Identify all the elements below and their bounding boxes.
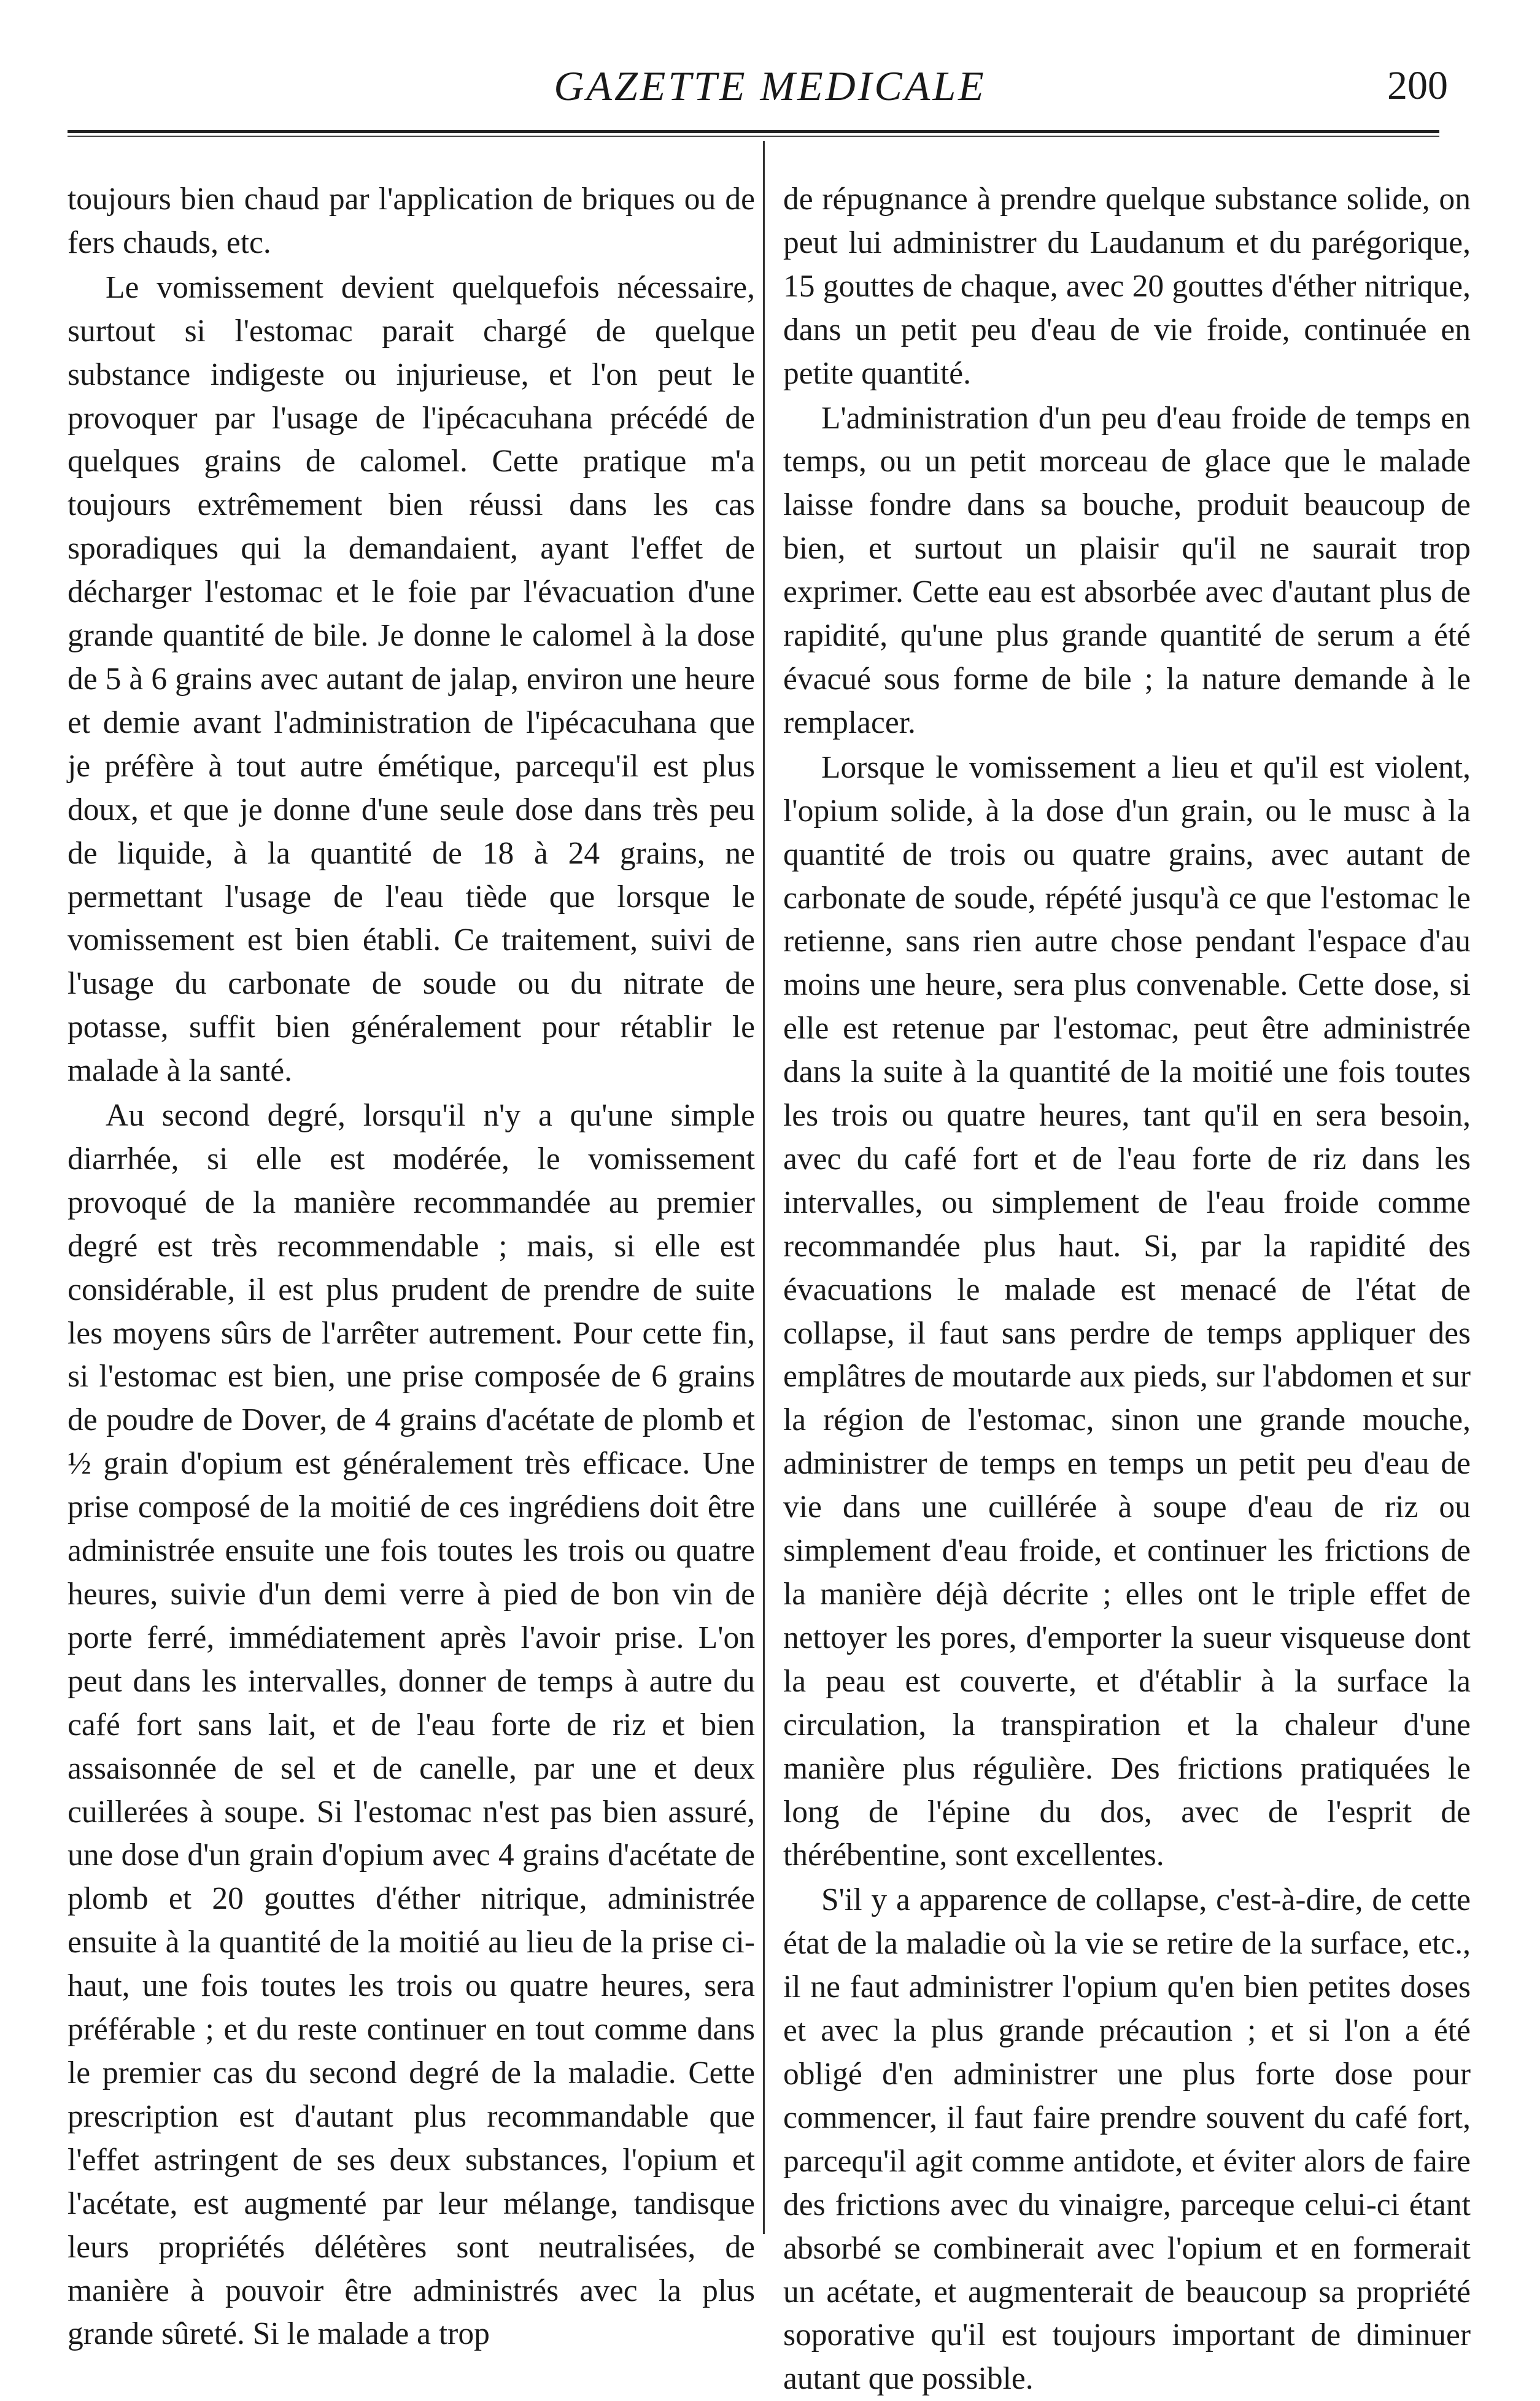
journal-title: GAZETTE MEDICALE <box>554 63 986 109</box>
page-header <box>0 58 1540 120</box>
paragraph: toujours bien chaud par l'application de briques ou de fers chauds, etc. <box>68 182 755 260</box>
paragraph: L'administration d'un peu d'eau froide de temps en temps, ou un petit morceau de glace que le malade laisse fondre dans sa bouche, produit beaucoup de bien, et surtout un plaisir qu'il ne saurait trop exprimer. Cette eau est absorbée avec d'autant plus de rapidité, qu'une plus grande quantité de serum a été évacué sous forme de bile ; la nature demande à le remplacer. <box>783 400 1471 740</box>
paragraph: Au second degré, lorsqu'il n'y a qu'une simple diarrhée, si elle est modérée, le vomissement provoqué de la manière recommandée au premier degré est très recommendable ; mais, si elle est considérable, il est plus prudent de prendre de suite les moyens sûrs de l'arrêter autrement. Pour cette fin, si l'estomac est bien, une prise composée de 6 grains de poudre de Dover, de 4 grains d'acétate de plomb et ½ grain d'opium est généralement très efficace. Une prise composé de la moitié de ces ingrédiens doit être administrée ensuite une fois toutes les trois ou quatre heures, suivie d'un demi verre à pied de bon vin de porte ferré, immédiatement après l'avoir prise. L'on peut dans les intervalles, donner de temps à autre du café fort sans lait, et de l'eau forte de riz et bien assaisonnée de sel et de canelle, par une et deux cuillerées à soupe. Si l'estomac n'est pas bien assuré, une dose d'un grain d'opium avec 4 grains d'acétate de plomb et 20 gouttes d'éther nitrique, administrée ensuite à la quantité de la moitié au lieu de la prise ci-haut, une fois toutes les trois ou quatre heures, sera préférable ; et du reste continuer en tout comme dans le premier cas du second degré de la maladie. Cette prescription est d'autant plus recommandable que l'effet astringent de ses deux substances, l'opium et l'acétate, est augmenté par leur mélange, tandisque leurs propriétés délétères sont neutralisées, de manière à pouvoir être administrés avec la plus grande sûreté. Si le malade a trop <box>68 1098 755 2352</box>
header-rule <box>68 130 1439 137</box>
paragraph: Le vomissement devient quelquefois nécessaire, surtout si l'estomac parait chargé de quelque substance indigeste ou injurieuse, et l'on peut le provoquer par l'usage de l'ipécacuhana précédé de quelques grains de calomel. Cette pratique m'a toujours extrêmement bien réussi dans les cas sporadiques qui la demandaient, ayant l'effet de décharger l'estomac et le foie par l'évacuation d'une grande quantité de bile. Je donne le calomel à la dose de 5 à 6 grains avec autant de jalap, environ une heure et demie avant l'administration de l'ipécacuhana que je préfère à tout autre émétique, parcequ'il est plus doux, et que je donne d'une seule dose dans très peu de liquide, à la quantité de 18 à 24 grains, ne permettant l'usage de l'eau tiède que lorsque le vomissement est bien établi. Ce traitement, suivi de l'usage du carbonate de soude ou du nitrate de potasse, suffit bien généralement pour rétablir le malade à la santé. <box>68 269 755 1089</box>
column-divider <box>763 141 765 2234</box>
paragraph: de répugnance à prendre quelque substance solide, on peut lui administrer du Laudanum et du parégorique, 15 gouttes de chaque, avec 20 gouttes d'éther nitrique, dans un petit peu d'eau de vie froide, continuée en petite quantité. <box>783 182 1471 391</box>
left-column <box>68 178 755 2356</box>
page-number: 200 <box>1387 63 1448 108</box>
paragraph: S'il y a apparence de collapse, c'est-à-dire, de cette état de la maladie où la vie se retire de la surface, etc., il ne faut administrer l'opium qu'en bien petites doses et avec la plus grande précaution ; et si l'on a été obligé d'en administrer une plus forte dose pour commencer, il faut faire prendre souvent du café fort, parcequ'il agit comme antidote, et éviter alors de faire des frictions avec du vinaigre, parceque celui-ci étant absorbé se combinerait avec l'opium et en formerait un acétate, et augmenterait de beaucoup sa propriété soporative qu'il est toujours important de diminuer autant que possible. <box>783 1882 1471 2397</box>
paragraph: Lorsque le vomissement a lieu et qu'il est violent, l'opium solide, à la dose d'un grain, ou le musc à la quantité de trois ou quatre grains, avec autant de carbonate de soude, répété jusqu'à ce que l'estomac le retienne, sans rien autre chose pendant l'espace d'au moins une heure, sera plus convenable. Cette dose, si elle est retenue par l'estomac, peut être administrée dans la suite à la quantité de la moitié une fois toutes les trois ou quatre heures, tant qu'il en sera besoin, avec du café fort et de l'eau forte de riz dans les intervalles, ou simplement de l'eau froide comme recommandée plus haut. Si, par la rapidité des évacuations le malade est menacé de l'état de collapse, il faut sans perdre de temps appliquer des emplâtres de moutarde aux pieds, sur l'abdomen et sur la région de l'estomac, sinon une grande mouche, administrer de temps en temps un petit peu d'eau de vie dans une cuillérée à soupe d'eau de riz ou simplement d'eau froide, et continuer les frictions de la manière déjà décrite ; elles ont le triple effet de nettoyer les pores, d'emporter la sueur visqueuse dont la peau est couverte, et d'établir à la surface la circulation, la transpiration et la chaleur d'une manière plus régulière. Des frictions pratiquées le long de l'épine du dos, avec de l'esprit de thérébentine, sont excellentes. <box>783 749 1471 1873</box>
right-column <box>783 178 1471 2401</box>
